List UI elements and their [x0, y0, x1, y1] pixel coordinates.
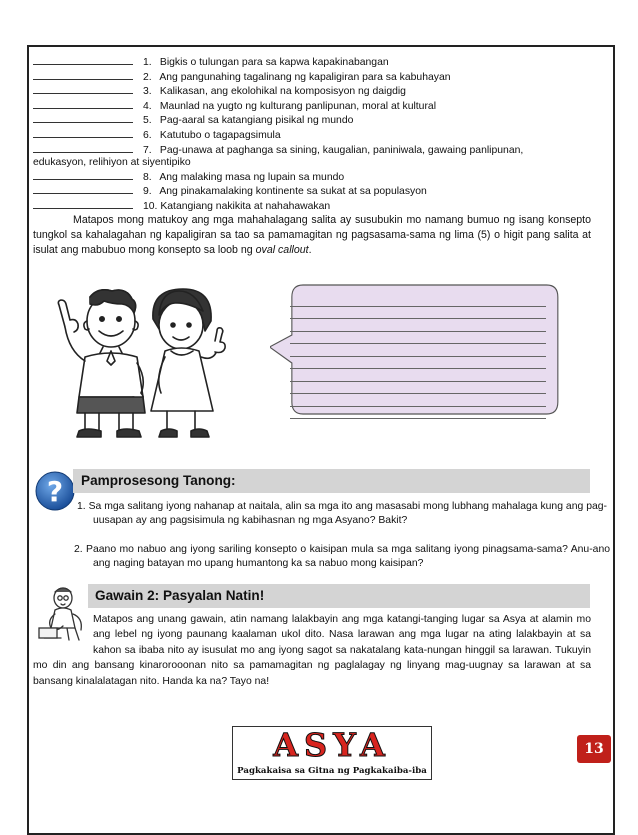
svg-text:?: ?	[46, 475, 64, 508]
list-item: 6. Katutubo o tagapagsimula	[33, 128, 593, 143]
writing-line[interactable]	[290, 294, 546, 307]
writing-line[interactable]	[290, 344, 546, 357]
list-item: 5. Pag-aaral sa katangiang pisikal ng mundo	[33, 113, 593, 128]
answer-blank[interactable]	[33, 143, 133, 153]
question-2: 2. Paano mo nabuo ang iyong sariling konsepto o kaisipan mula sa mga salitang iyong pinagsama-sama? Anu-ano ang naging batayan mo upang humantong ka sa nabuo mong kaisipan?	[74, 544, 610, 569]
intro-paragraph: Matapos mong matukoy ang mga mahahalagang salita ay susubukin mo namang bumuo ng isang konsepto tungkol sa kahalagahan ng kapaligiran sa tao sa pamamagitan ng pagsasama-sama ng lima (5) o higit pang salita at isulat ang mabubuo mong konsepto sa loob ng oval callout.	[33, 214, 591, 257]
page-number: 13	[577, 735, 611, 763]
list-item-continuation: edukasyon, relihiyon at siyentipiko	[33, 157, 191, 169]
writing-line[interactable]	[290, 319, 546, 332]
pamprosesong-tanong-header	[73, 469, 590, 493]
answer-blank[interactable]	[33, 84, 133, 94]
writing-line[interactable]	[290, 332, 546, 345]
writing-line[interactable]	[290, 382, 546, 395]
writing-line[interactable]	[290, 369, 546, 382]
writing-line[interactable]	[290, 307, 546, 320]
answer-blank[interactable]	[33, 70, 133, 80]
section-title: Gawain 2: Pasyalan Natin!	[95, 588, 265, 603]
answer-blank[interactable]	[33, 113, 133, 123]
list-item: 8. Ang malaking masa ng lupain sa mundo	[33, 170, 593, 185]
vocabulary-list	[33, 55, 593, 214]
answer-blank[interactable]	[33, 128, 133, 138]
list-item: 3. Kalikasan, ang ekolohikal na komposisyon ng daigdig	[33, 84, 593, 99]
logo-title: ASYA	[273, 726, 391, 764]
gawain-paragraph: Matapos ang unang gawain, atin namang lalakbayin ang mga katangi-tanging lugar sa Asya at alamin mo ang lebel ng iyong paunang kaalaman ukol dito. Nasa larawan ang mga lugar na ating lalakbayin at sa kahon sa ibaba nito ay isusulat mo ang iyong sagot sa nakatalang kata-nungan hinggil sa larawan. Tukuyin mo din ang bansang kinarorooonan nito sa pamamagitan ng paglalagay ng linyang mag-uugnay sa larawan at sa bansang kinalalatagan nito. Handa ka na? Tayo na!	[33, 614, 591, 687]
section-title: Pamprosesong Tanong:	[81, 473, 236, 488]
writing-line[interactable]	[290, 357, 546, 370]
writing-lines[interactable]	[290, 294, 546, 419]
writing-line[interactable]	[290, 394, 546, 407]
answer-blank[interactable]	[33, 199, 133, 209]
question-1: 1. Sa mga salitang iyong nahanap at naitala, alin sa mga ito ang masasabi mong lubhang mahalaga kung ang pag-uusapan ay ang pagsisimula ng kabihasnan ng mga Asyano? Bakit?	[77, 501, 607, 526]
logo-subtitle: Pagkakaisa sa Gitna ng Pagkakaiba-iba	[237, 766, 427, 776]
gawain-2-header	[88, 584, 590, 608]
answer-blank[interactable]	[33, 55, 133, 65]
answer-blank[interactable]	[33, 170, 133, 180]
question-mark-icon	[35, 471, 75, 511]
answer-blank[interactable]	[33, 184, 133, 194]
children-illustration	[45, 285, 235, 445]
writing-line[interactable]	[290, 407, 546, 420]
list-item: 10. Katangiang nakikita at nahahawakan	[33, 199, 593, 214]
oval-callout-term: oval callout	[255, 244, 309, 257]
list-item: 9. Ang pinakamalaking kontinente sa sukat at sa populasyon	[33, 184, 593, 199]
list-item: 7. Pag-unawa at paghanga sa sining, kaugalian, paniniwala, gawaing panlipunan,	[33, 143, 593, 158]
list-item: 4. Maunlad na yugto ng kulturang panlipunan, moral at kultural	[33, 99, 593, 114]
answer-blank[interactable]	[33, 99, 133, 109]
list-item: 1. Bigkis o tulungan para sa kapwa kapakinabangan	[33, 55, 593, 70]
list-item: 2. Ang pangunahing tagalinang ng kapaligiran para sa kabuhayan	[33, 70, 593, 85]
asya-logo	[232, 726, 432, 780]
